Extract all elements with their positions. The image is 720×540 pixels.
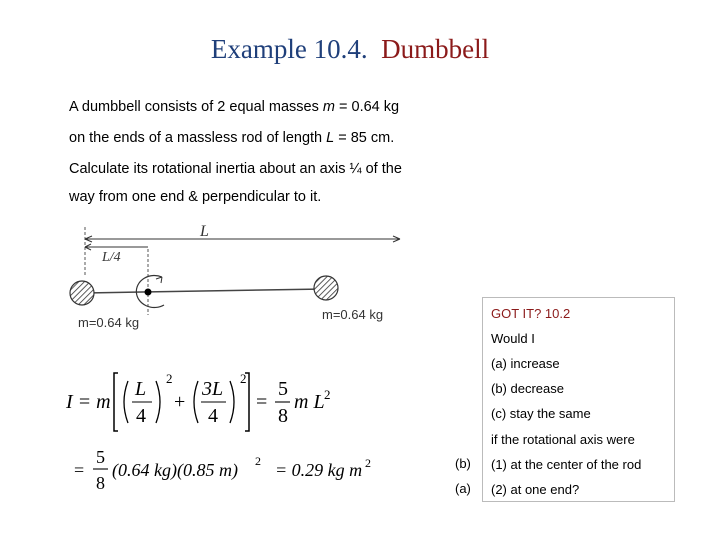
result-fraction-numerator: 5 — [96, 447, 105, 467]
left-mass-label: m=0.64 kg — [78, 315, 140, 330]
answer-1: (b) — [455, 456, 471, 471]
term2-exponent: 2 — [240, 371, 247, 386]
term1-numerator: L — [135, 378, 147, 400]
got-it-condition: if the rotational axis were — [491, 432, 635, 447]
fraction-numerator: 5 — [278, 378, 288, 400]
quarter-label: L/4 — [102, 250, 121, 265]
dumbbell-diagram — [60, 215, 420, 345]
result-fraction-denominator: 8 — [96, 473, 105, 493]
fraction-denominator: 8 — [278, 405, 288, 427]
result-unit-exponent: 2 — [365, 456, 371, 470]
rhs-exponent: 2 — [324, 387, 331, 402]
slide-title — [0, 34, 700, 65]
formula-equals: = — [256, 391, 268, 413]
massless-rod — [85, 289, 325, 293]
result-exponent: 2 — [255, 454, 261, 468]
result-formula — [70, 445, 380, 500]
condition-1: (1) at the center of the rod — [491, 457, 642, 472]
formula-rhs: m L — [294, 391, 325, 413]
option-a: (a) increase — [491, 356, 560, 371]
option-c: (c) stay the same — [491, 406, 591, 421]
condition-2: (2) at one end? — [491, 482, 580, 497]
got-it-header: GOT IT? 10.2 — [491, 306, 571, 321]
answer-2: (a) — [455, 481, 471, 496]
formula-lhs: I = m — [66, 391, 111, 413]
result-equals: = — [74, 460, 85, 480]
result-values: (0.64 kg)(0.85 m) — [112, 460, 238, 480]
length-label: L — [200, 223, 209, 240]
problem-line-2: on the ends of a massless rod of length L = 85 cm. — [69, 130, 395, 146]
term1-denominator: 4 — [136, 405, 146, 427]
problem-line-3: Calculate its rotational inertia about an axis ¼ of the — [69, 161, 402, 177]
got-it-box — [482, 297, 675, 502]
term2-numerator: 3L — [202, 378, 224, 400]
left-mass — [70, 281, 94, 305]
inertia-formula — [62, 365, 332, 440]
option-b: (b) decrease — [491, 381, 564, 396]
title-example: Example 10.4. — [210, 34, 368, 64]
term2-denominator: 4 — [208, 405, 218, 427]
formula-plus: + — [174, 391, 186, 413]
result-value: = 0.29 kg m — [275, 460, 363, 480]
title-topic: Dumbbell — [381, 34, 490, 64]
right-mass — [314, 276, 338, 300]
term1-exponent: 2 — [166, 371, 173, 386]
got-it-question: Would I — [491, 331, 535, 346]
right-mass-label: m=0.64 kg — [322, 307, 384, 322]
rotation-axis-point — [145, 289, 152, 296]
problem-line-4: way from one end & perpendicular to it. — [69, 189, 322, 205]
problem-line-1: A dumbbell consists of 2 equal masses m = 0.64 kg — [69, 99, 400, 115]
